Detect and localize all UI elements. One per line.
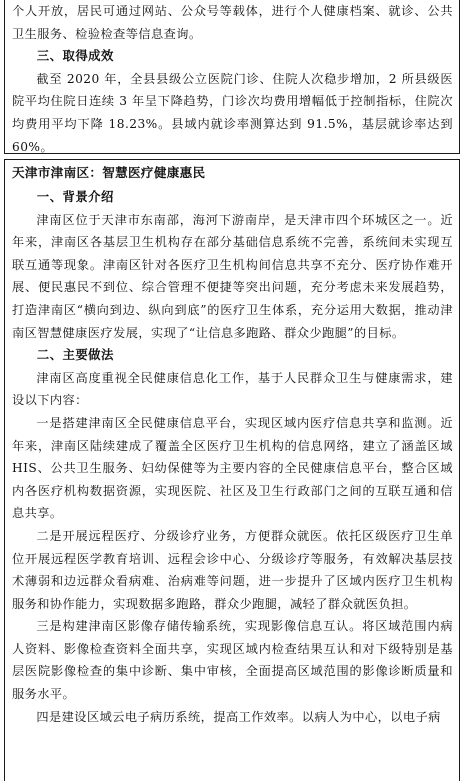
practice-paragraph-1: 一是搭建津南区全民健康信息平台，实现区域内医疗信息共享和监测。近年来，津南区陆续建成了覆盖全区医疗卫生机构的信息网络，建立了涵盖区域 HIS、公共卫生服务、妇幼保健等为主要内容的全民健康信息平台，整合区域内各医疗机构数据资源，实现医院、社区及卫生行政部门之间的互联互通和信息共享。 xyxy=(12,415,453,521)
case-title: 天津市津南区：智慧医疗健康惠民 xyxy=(12,165,206,180)
background-paragraph: 津南区位于天津市东南部，海河下游南岸，是天津市四个环城区之一。近年来，津南区各基层卫生机构存在部分基础信息系统不完善，系统间未实现互联互通等现象。津南区针对各医疗卫生机构间信息共享不充分、医疗协作难开展、便民惠民不到位、综合管理不便捷等突出问题，充分考虑未来发展趋势，打造津南区“横向到边、纵向到底”的医疗卫生体系，充分运用大数据，推动津南区智慧健康医疗发展，实现了“让信息多跑路、群众少跑腿”的目标。 xyxy=(12,212,453,340)
background-heading: 一、背景介绍 xyxy=(36,189,114,204)
jinnan-case-box xyxy=(4,159,460,781)
top-case-box xyxy=(4,0,460,154)
results-paragraph: 截至 2020 年，全县县级公立医院门诊、住院人次稳步增加，2 所县级医院平均住院日连续 3 年呈下降趋势，门诊次均费用增幅低于控制指标，住院次均费用平均下降 18.23%。县域内就诊率测算达到 91.5%，基层就诊率达到 60%。 xyxy=(12,71,453,154)
practice-heading: 二、主要做法 xyxy=(36,347,114,363)
intro-tail-paragraph: 个人开放，居民可通过网站、公众号等载体，进行个人健康档案、就诊、公共卫生服务、检验检查等信息查询。 xyxy=(12,4,453,41)
practice-paragraph-3: 三是构建津南区影像存储传输系统，实现影像信息互认。将区域范围内病人资料、影像检查资料全面共享，实现区域内检查结果互认和对下级特别是基层医院影像检查的集中诊断、集中审核，全面提高区域范围的影像诊断质量和服务水平。 xyxy=(12,619,453,702)
results-heading: 三、取得成效 xyxy=(36,48,114,64)
practice-intro-paragraph: 津南区高度重视全民健康信息化工作，基于人民群众卫生与健康需求，建设以下内容： xyxy=(12,370,453,408)
practice-paragraph-2: 二是开展远程医疗、分级诊疗业务，方便群众就医。依托区级医疗卫生单位开展远程医学教育培训、远程会诊中心、分级诊疗等服务，有效解决基层技术薄弱和边远群众看病难、治病难等问题，进一步提升了区域内医疗卫生机构服务和协作能力，实现数据多跑路，群众少跑腿，减轻了群众就医负担。 xyxy=(12,528,453,611)
practice-paragraph-4: 四是建设区域云电子病历系统，提高工作效率。以病人为中心，以电子病 xyxy=(36,709,441,724)
